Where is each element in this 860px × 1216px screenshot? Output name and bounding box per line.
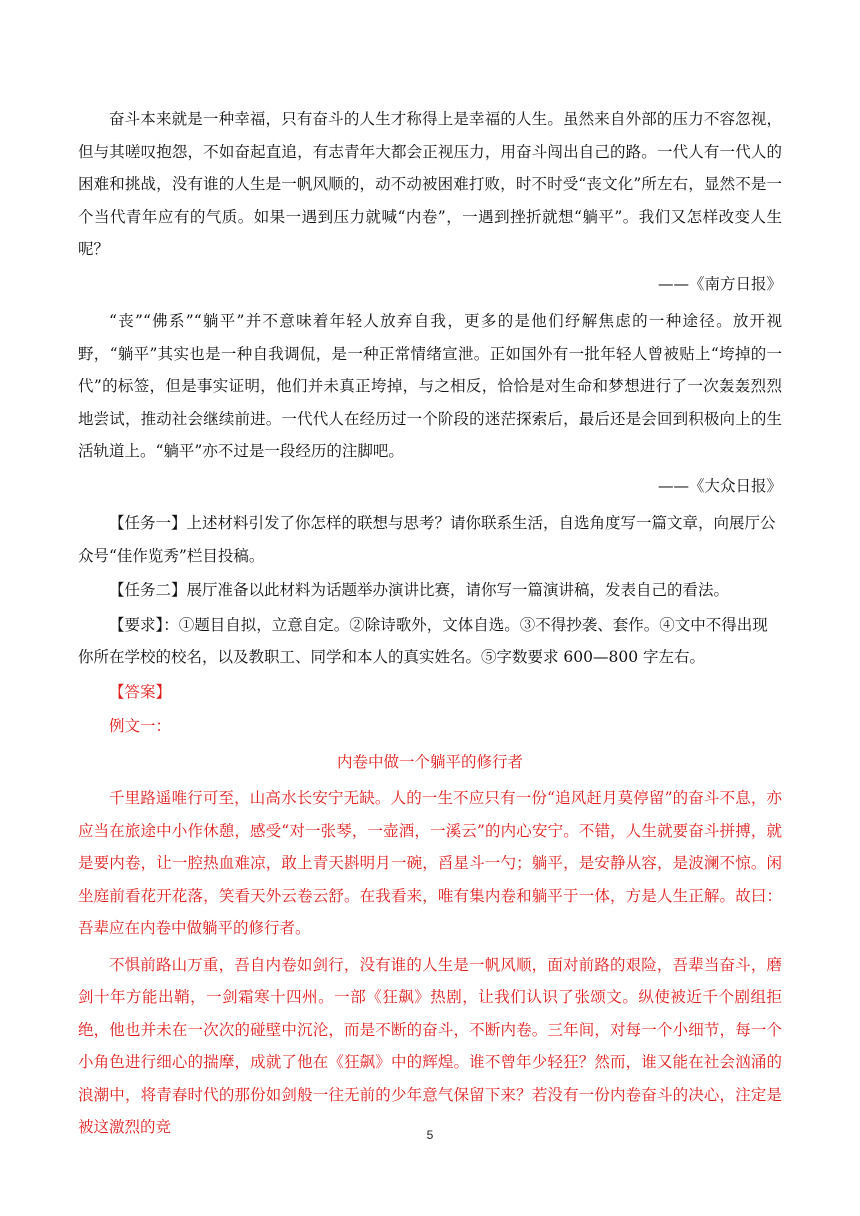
page-number: 5 xyxy=(426,1128,434,1142)
material-paragraph-1: 奋斗本来就是一种幸福，只有奋斗的人生才称得上是幸福的人生。虽然来自外部的压力不容忽视，但与其嗟叹抱怨，不如奋起直追，有志青年大都会正视压力，用奋斗闯出自己的路。一代人有一代人的困难和挑战，没有谁的人生是一帆风顺的，动不动被困难打败，时不时受“丧文化”所左右，显然不是一个当代青年应有的气质。如果一遇到压力就喊“内卷”，一遇到挫折就想“躺平”。我们又怎样改变人生呢？ xyxy=(78,110,782,258)
essay-title: 内卷中做一个躺平的修行者 xyxy=(336,752,523,771)
task-two: 【任务二】展厅准备以此材料为话题举办演讲比赛，请你写一篇演讲稿，发表自己的看法。 xyxy=(109,581,730,599)
task-one: 【任务一】上述材料引发了你怎样的联想与思考？请你联系生活，自选角度写一篇文章，向展厅公众号“佳作览秀”栏目投稿。 xyxy=(78,514,776,565)
requirements: 【要求】：①题目自拟，立意自定。②除诗歌外，文体自选。③不得抄袭、套作。④文中不得出现你所在学校的校名，以及教职工、同学和本人的真实姓名。⑤字数要求 600—800 字左右。 xyxy=(78,615,768,666)
essay-paragraph-2: 不惧前路山万重，吾自内卷如剑行，没有谁的人生是一帆风顺，面对前路的艰险，吾辈当奋斗，磨剑十年方能出鞘，一剑霜寒十四州。一部《狂飙》热剧，让我们认识了张颂文。纵使被近千个剧组拒绝，他也并未在一次次的碰壁中沉沦，而是不断的奋斗，不断内卷。三年间，对每一个小细节，每一个小角色进行细心的揣摩，成就了他在《狂飙》中的辉煌。谁不曾年少轻狂？然而，谁又能在社会汹涌的浪潮中，将青春时代的那份如剑般一往无前的少年意气保留下来？若没有一份内卷奋斗的决心，注定是被这激烈的竞 xyxy=(78,955,782,1136)
document-page xyxy=(78,103,782,1144)
answer-label: 【答案】 xyxy=(109,682,172,701)
essay-paragraph-1: 千里路遥唯行可至，山高水长安宁无缺。人的一生不应只有一份“追风赶月莫停留”的奋斗不息，亦应当在旅途中小作休憩，感受“对一张琴，一壶酒，一溪云”的内心安宁。不错，人生就要奋斗拼搏，就是要内卷，让一腔热血难凉，敢上青天斟明月一碗，舀星斗一勺；躺平，是安静从容，是波澜不惊。闲坐庭前看花开花落，笑看天外云卷云舒。在我看来，唯有集内卷和躺平于一体，方是人生正解。故曰：吾辈应在内卷中做躺平的修行者。 xyxy=(78,789,782,937)
example-label: 例文一： xyxy=(109,717,172,735)
material-source-1: ——《南方日报》 xyxy=(657,274,782,293)
material-source-2: ——《大众日报》 xyxy=(657,476,782,495)
material-paragraph-2: “丧”“佛系”“躺平”并不意味着年轻人放弃自我，更多的是他们纾解焦虑的一种途径。放开视野，“躺平”其实也是一种自我调侃，是一种正常情绪宣泄。正如国外有一批年轻人曾被贴上“垮掉的一代”的标签，但是事实证明，他们并未真正垮掉，与之相反，恰恰是对生命和梦想进行了一次轰轰烈烈地尝试，推动社会继续前进。一代代人在经历过一个阶段的迷茫探索后，最后还是会回到积极向上的生活轨道上。“躺平”亦不过是一段经历的注脚吧。 xyxy=(78,312,782,460)
